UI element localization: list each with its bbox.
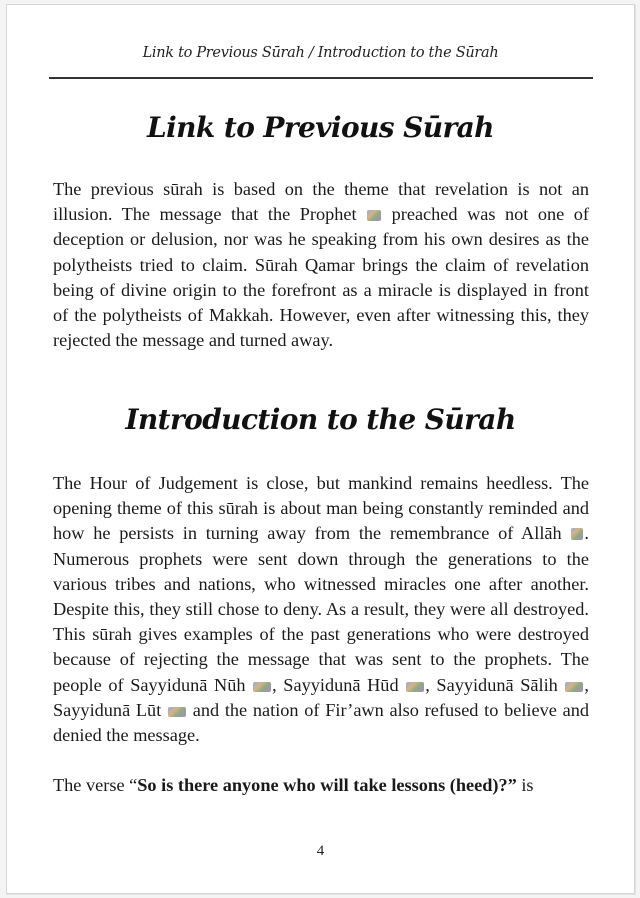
header-divider [49, 77, 593, 79]
alayhis-salam-honorific-icon [253, 682, 271, 692]
paragraph-introduction [53, 471, 589, 748]
page-number: 4 [316, 843, 325, 859]
alayhis-salam-honorific-icon [168, 707, 186, 717]
verse-quote-bold: So is there anyone who will take lessons (heed)?” [137, 775, 517, 795]
document-page [6, 4, 635, 894]
text-segment: The Hour of Judgement is close, but mankind remains heedless. The opening theme of this sūrah is about man being constantly reminded and how he persists in turning away from the remembrance of Allāh [53, 473, 589, 544]
section-heading-introduction: Introduction to the Sūrah [125, 403, 516, 436]
text-segment: and the nation of Fir’awn also refused to believe and denied the message. [53, 699, 589, 746]
text-segment: preached was not one of deception or delusion, nor was he speaking from his own desires as the polytheists tried to claim. Sūrah Qamar brings the claim of revelation being of divine origin to the forefront as a miracle is displayed in front of the polytheists of Makkah. However, even after witnessing this, they rejected the message and turned away. [53, 204, 589, 351]
running-header: Link to Previous Sūrah / Introduction to the Sūrah [142, 45, 499, 61]
paragraph-link-to-previous [53, 177, 589, 353]
section-heading-link-to-previous: Link to Previous Sūrah [147, 111, 494, 144]
text-segment: , Sayyidunā Sālih [425, 674, 565, 695]
text-segment: , Sayyidunā Lūt [53, 674, 589, 720]
paragraph-verse-quote [53, 773, 589, 798]
text-segment: The previous sūrah is based on the theme that revelation is not an illusion. The message that the Prophet [53, 179, 589, 225]
salawat-honorific-icon [367, 210, 381, 221]
text-segment: . Numerous prophets were sent down through the generations to the various tribes and nations, who witnessed miracles one after another. Despite this, they still chose to deny. As a result, they were all destroyed. This sūrah gives examples of the past generations who were destroyed because of rejecting the message that was sent to the prophets. The people of Sayyidunā Nūh [53, 523, 589, 695]
text-segment: The verse “ [53, 775, 138, 795]
text-segment: , Sayyidunā Hūd [272, 674, 406, 695]
alayhis-salam-honorific-icon [565, 682, 583, 692]
alayhis-salam-honorific-icon [406, 682, 424, 692]
text-segment: is [516, 775, 534, 795]
allah-honorific-icon [571, 528, 583, 540]
